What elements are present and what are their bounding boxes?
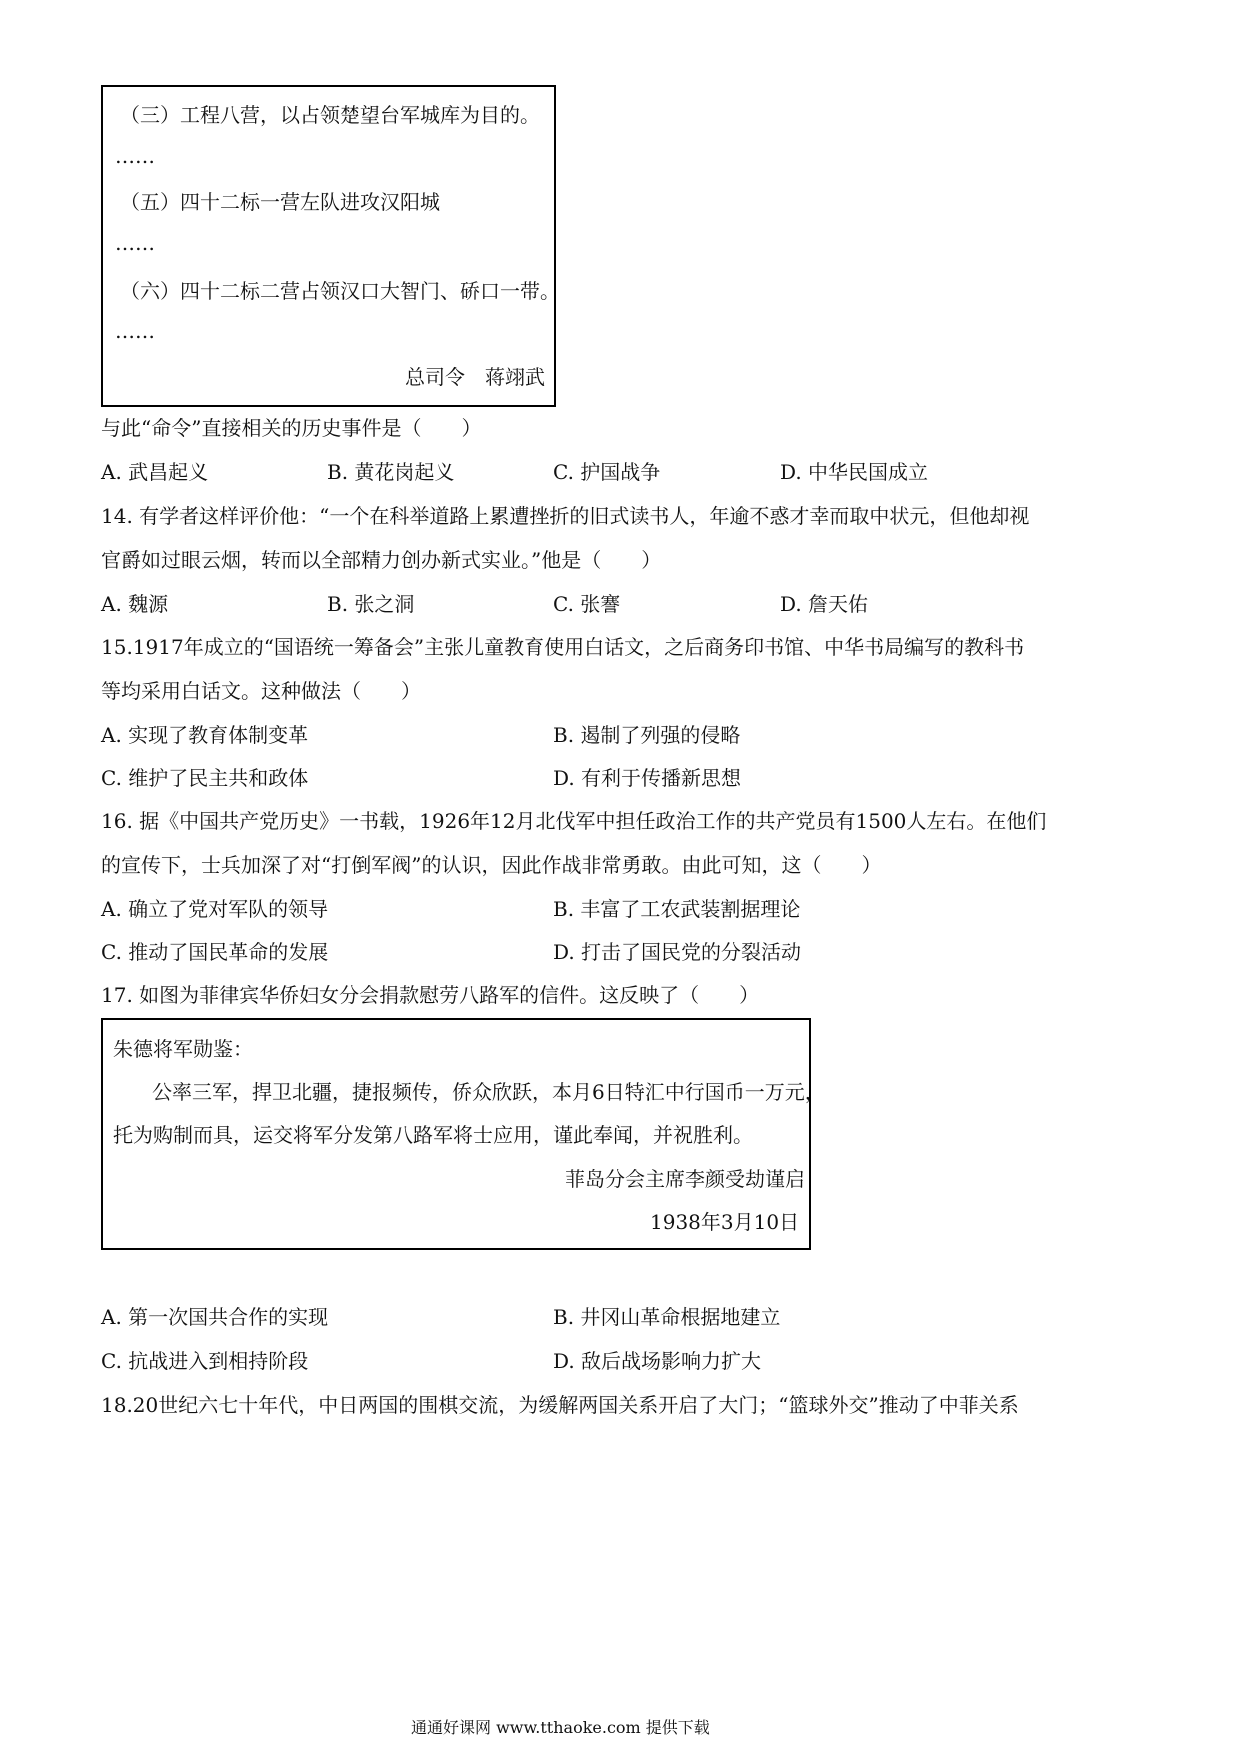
letter-salutation: 朱德将军勋鉴： bbox=[113, 1037, 253, 1061]
ellipsis: …… bbox=[115, 144, 155, 168]
ellipsis: …… bbox=[115, 231, 155, 255]
letter-body-line2: 托为购制而具，运交将军分发第八路军将士应用，谨此奉闻，并祝胜利。 bbox=[113, 1123, 753, 1147]
q13-option-c: C. 护国战争 bbox=[553, 460, 661, 484]
q14-option-c: C. 张謇 bbox=[553, 592, 621, 616]
command-excerpt-box bbox=[101, 85, 556, 407]
q14-option-d: D. 詹天佑 bbox=[780, 592, 869, 616]
letter-signature: 菲岛分会主席李颜受劫谨启 bbox=[565, 1167, 805, 1191]
q17-option-d: D. 敌后战场影响力扩大 bbox=[553, 1349, 762, 1373]
q13-stem: 与此“命令”直接相关的历史事件是（ ） bbox=[101, 416, 482, 440]
q15-option-b: B. 遏制了列强的侵略 bbox=[553, 723, 741, 747]
q14-stem-line1: 14. 有学者这样评价他：“一个在科举道路上累遭挫折的旧式读书人，年逾不惑才幸而取中状元，但他却视 bbox=[101, 504, 1030, 528]
q15-option-d: D. 有利于传播新思想 bbox=[553, 766, 742, 790]
q16-option-c: C. 推动了国民革命的发展 bbox=[101, 940, 329, 964]
command-signature: 总司令 蒋翊武 bbox=[405, 365, 545, 389]
command-line-5: （五）四十二标一营左队进攻汉阳城 bbox=[120, 190, 440, 214]
q13-option-d: D. 中华民国成立 bbox=[780, 460, 929, 484]
q15-option-c: C. 维护了民主共和政体 bbox=[101, 766, 309, 790]
q15-stem-line1: 15.1917年成立的“国语统一筹备会”主张儿童教育使用白话文，之后商务印书馆、中华书局编写的教科书 bbox=[101, 635, 1025, 659]
q16-stem-line2: 的宣传下，士兵加深了对“打倒军阀”的认识，因此作战非常勇敢。由此可知，这（ ） bbox=[101, 853, 882, 877]
q13-option-a: A. 武昌起义 bbox=[101, 460, 209, 484]
q16-option-a: A. 确立了党对军队的领导 bbox=[101, 897, 329, 921]
q16-option-b: B. 丰富了工农武装割据理论 bbox=[553, 897, 801, 921]
letter-body-line1: 公率三军，捍卫北疆，捷报频传，侨众欣跃，本月6日特汇中行国币一万元， bbox=[152, 1080, 825, 1104]
q14-option-a: A. 魏源 bbox=[101, 592, 169, 616]
command-line-3: （三）工程八营，以占领楚望台军城库为目的。 bbox=[120, 103, 540, 127]
letter-date: 1938年3月10日 bbox=[650, 1210, 800, 1234]
q17-option-a: A. 第一次国共合作的实现 bbox=[101, 1305, 329, 1329]
q16-stem-line1: 16. 据《中国共产党历史》一书载，1926年12月北伐军中担任政治工作的共产党员有1500人左右。在他们 bbox=[101, 809, 1047, 833]
page-footer: 通通好课网 www.tthaoke.com 提供下载 bbox=[411, 1718, 710, 1737]
q16-option-d: D. 打击了国民党的分裂活动 bbox=[553, 940, 802, 964]
command-line-6: （六）四十二标二营占领汉口大智门、硚口一带。 bbox=[120, 279, 560, 303]
q17-option-b: B. 井冈山革命根据地建立 bbox=[553, 1305, 781, 1329]
q17-option-c: C. 抗战进入到相持阶段 bbox=[101, 1349, 309, 1373]
q13-option-b: B. 黄花岗起义 bbox=[327, 460, 455, 484]
q18-stem-line1: 18.20世纪六七十年代，中日两国的围棋交流，为缓解两国关系开启了大门；“篮球外交”推动了中菲关系 bbox=[101, 1393, 1019, 1417]
ellipsis: …… bbox=[115, 319, 155, 343]
q15-option-a: A. 实现了教育体制变革 bbox=[101, 723, 309, 747]
q15-stem-line2: 等均采用白话文。这种做法（ ） bbox=[101, 679, 421, 703]
q14-stem-line2: 官爵如过眼云烟，转而以全部精力创办新式实业。”他是（ ） bbox=[101, 548, 662, 572]
q14-option-b: B. 张之洞 bbox=[327, 592, 415, 616]
q17-stem: 17. 如图为菲律宾华侨妇女分会捐款慰劳八路军的信件。这反映了（ ） bbox=[101, 983, 760, 1007]
